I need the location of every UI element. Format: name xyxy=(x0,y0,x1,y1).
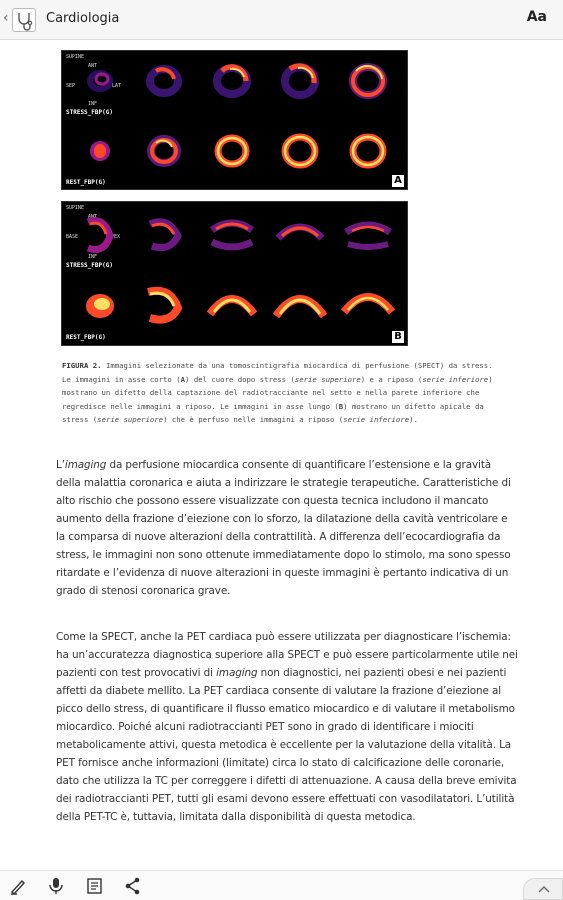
inf-label: INF xyxy=(88,254,98,260)
scan-frame xyxy=(268,204,330,266)
chevron-up-icon xyxy=(538,885,550,893)
scan-frame xyxy=(66,119,128,181)
scan-frame xyxy=(336,204,398,266)
microphone-icon[interactable] xyxy=(46,876,66,896)
panel-letter: A xyxy=(392,175,404,187)
ant-label: ANT xyxy=(88,214,98,220)
scan-frame xyxy=(132,274,194,336)
scan-frame xyxy=(336,274,398,336)
scan-frame xyxy=(200,119,262,181)
book-title: Cardiologia xyxy=(46,11,120,26)
body-paragraph: L’imaging da perfusione miocardica consente di quantificare l’estensione e la gravità della malattia coronarica e aiuta a indirizzare le strategie terapeutiche. Caratteristiche di alto rischio che possono essere visualizzate con questa tecnica includono il mancato aumento della frazione d’eiezione con lo sforzo, la dilatazione della cavità ventricolare e la comparsa di nuove alterazioni della contrattilità. A differenza dell’ecocardiografia da stress, le immagini non sono ottenute immediatamente dopo lo stimolo, ma sono spesso ritardate e l’evidenza di nuove alterazioni in queste immagini è pertanto indicativa di un grado di stenosi coronarica grave. xyxy=(56,459,511,597)
bottom-toolbar xyxy=(0,870,563,900)
share-icon[interactable] xyxy=(123,876,143,896)
base-label: BASE xyxy=(66,234,79,240)
ant-label: ANT xyxy=(88,63,98,69)
notes-icon[interactable] xyxy=(85,876,105,896)
app-top-bar xyxy=(0,0,563,40)
scan-frame xyxy=(132,51,194,113)
expand-toolbar-tab[interactable] xyxy=(523,878,563,900)
orientation-label: SUPINE xyxy=(66,205,85,211)
scan-frame xyxy=(268,119,330,181)
font-size-button[interactable]: Aa xyxy=(526,9,547,25)
lat-label: LAT xyxy=(112,83,122,89)
scan-frame xyxy=(66,204,128,266)
panel-letter: B xyxy=(392,331,404,343)
scan-frame xyxy=(200,274,262,336)
scan-frame xyxy=(336,119,398,181)
stethoscope-icon[interactable] xyxy=(12,8,36,32)
apex-label: APEX xyxy=(108,234,121,240)
scan-frame xyxy=(200,51,262,113)
figure-panel-a xyxy=(61,50,408,190)
scan-frame xyxy=(132,119,194,181)
stress-row-label: STRESS_FBP(G) xyxy=(66,109,113,116)
rest-row-label: REST_FBP(G) xyxy=(66,334,106,341)
scan-frame xyxy=(132,204,194,266)
inf-label: INF xyxy=(88,101,98,107)
figure-caption: FIGURA 2. Immagini selezionate da una tomoscintigrafia miocardica di perfusione (SPECT) da stress. Le immagini in asse corto (A) del cuore dopo stress (serie superiore) e a riposo (serie inferiore) mostrano un difetto della captazione del radiotracciante nel setto e nella parete inferiore che regredisce nelle immagini a riposo. Le immagini in asse lungo (B) mostrano un difetto apicale da stress (serie superiore) che è perfuso nelle immagini a riposo (serie inferiore). xyxy=(62,361,493,424)
scan-frame xyxy=(66,274,128,336)
orientation-label: SUPINE xyxy=(66,54,85,60)
scan-frame xyxy=(66,51,128,113)
sep-label: SEP xyxy=(66,83,76,89)
stress-row-label: STRESS_FBP(G) xyxy=(66,262,113,269)
scan-frame xyxy=(200,204,262,266)
pen-icon[interactable] xyxy=(8,876,28,896)
scan-frame xyxy=(268,274,330,336)
chevron-left-icon[interactable]: ‹ xyxy=(3,10,9,26)
figure-panel-b xyxy=(61,201,408,346)
body-paragraph: Come la SPECT, anche la PET cardiaca può essere utilizzata per diagnosticare l’ischemia: ha un’accuratezza diagnostica superiore alla SPECT e può essere particolarmente utile nei pazienti con test provocativi di imaging non diagnostici, nei pazienti obesi e nei pazienti affetti da diabete mellito. La PET cardiaca consente di valutare la frazione d’eiezione al picco dello stress, di quantificare il flusso ematico miocardico e di valutare il metabolismo miocardico. Poiché alcuni radiotraccianti PET sono in grado di identificare i miociti metabolicamente attivi, questa metodica è eccellente per la valutazione della vitalità. La PET fornisce anche informazioni (limitate) circa lo stato di calcificazione delle coronarie, dato che utilizza la TC per correggere i difetti di attenuazione. A causa della breve emivita dei radiotraccianti PET, tutti gli esami devono essere effettuati con vasodilatatori. L’utilità della PET-TC è, tuttavia, limitata dalla disponibilità di questa metodica. xyxy=(56,631,518,823)
scan-frame xyxy=(336,51,398,113)
rest-row-label: REST_FBP(G) xyxy=(66,179,106,186)
scan-frame xyxy=(268,51,330,113)
